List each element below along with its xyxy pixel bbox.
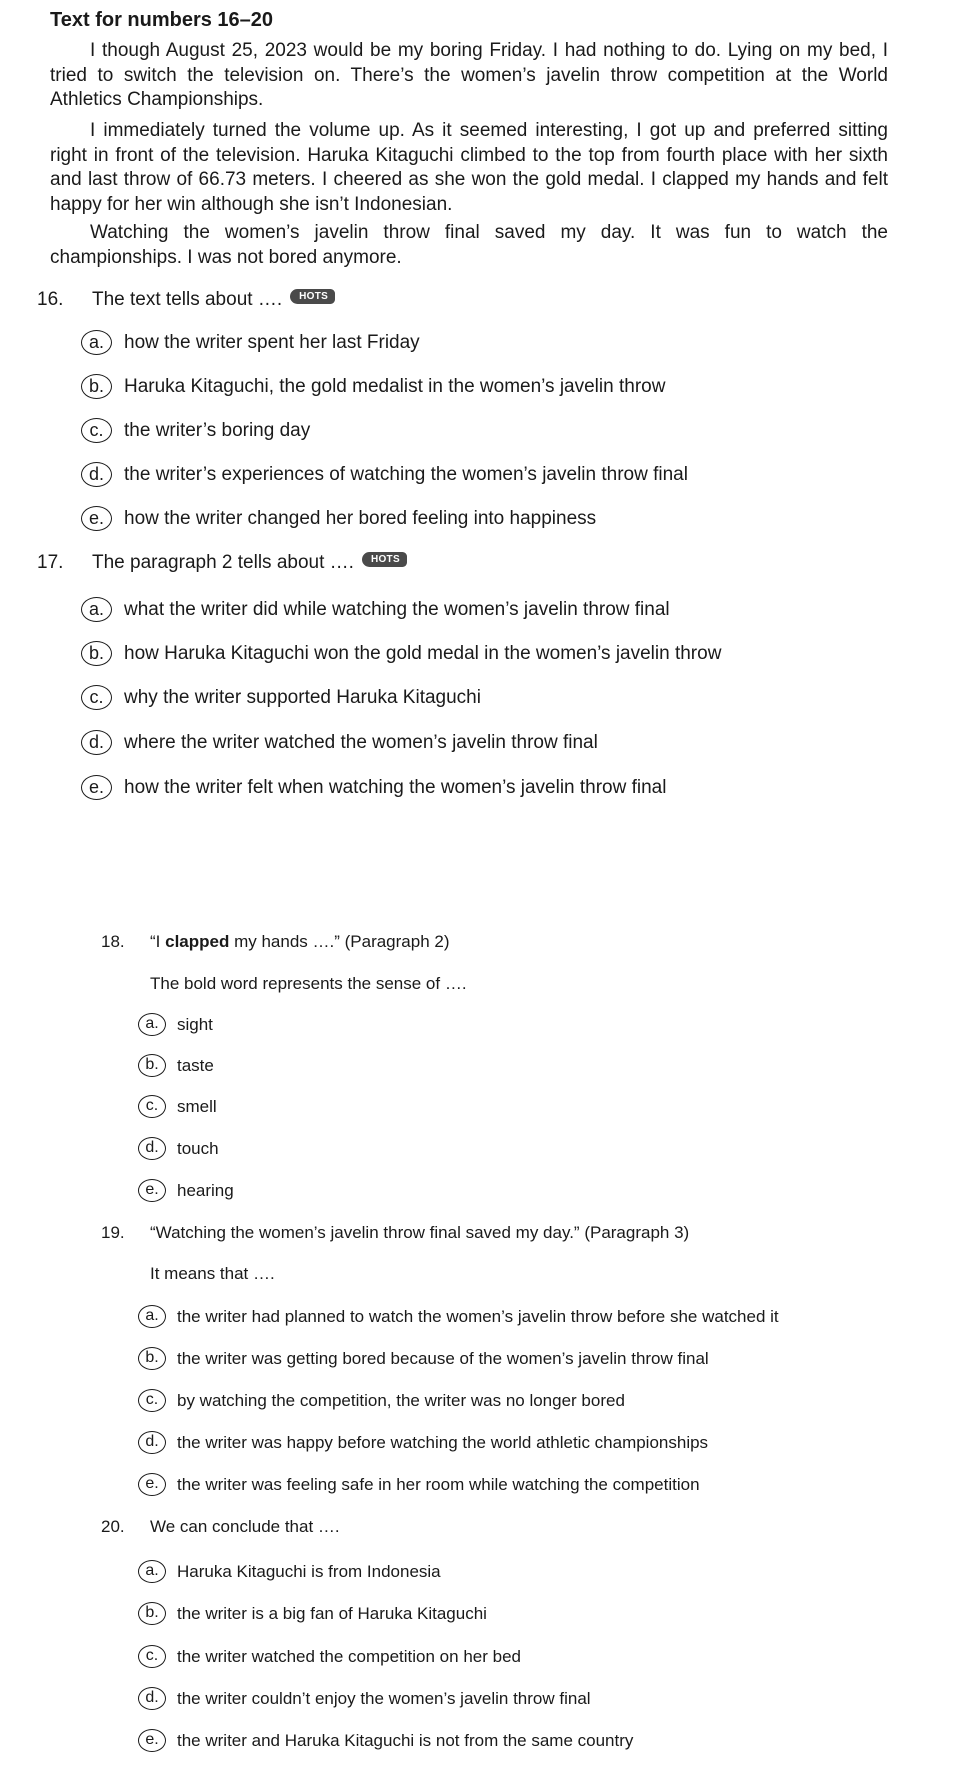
option-19a[interactable] <box>138 1305 779 1328</box>
option-letter: c. <box>138 1389 166 1412</box>
option-20e[interactable] <box>138 1729 633 1752</box>
question-quote-open: “I <box>150 932 166 951</box>
option-17a[interactable] <box>81 597 670 622</box>
option-letter: e. <box>81 775 112 800</box>
option-letter: e. <box>138 1179 166 1202</box>
option-text: Haruka Kitaguchi is from Indonesia <box>177 1561 441 1581</box>
option-text: the writer is a big fan of Haruka Kitaguchi <box>177 1603 487 1623</box>
option-letter: d. <box>81 462 112 487</box>
option-letter: a. <box>138 1013 166 1036</box>
option-text: what the writer did while watching the women’s javelin throw final <box>124 598 670 620</box>
option-text: the writer’s boring day <box>124 419 311 441</box>
option-text: touch <box>177 1138 219 1158</box>
option-17b[interactable] <box>81 641 721 666</box>
option-17d[interactable] <box>81 730 598 755</box>
option-text: where the writer watched the women’s javelin throw final <box>124 731 598 753</box>
question-text: The paragraph 2 tells about …. <box>92 552 354 573</box>
option-letter: c. <box>81 685 112 710</box>
question-19 <box>101 1221 689 1245</box>
option-letter: c. <box>81 418 112 443</box>
option-19e[interactable] <box>138 1473 700 1496</box>
option-18e[interactable] <box>138 1179 234 1202</box>
question-number: 19. <box>101 1223 125 1242</box>
option-text: how the writer spent her last Friday <box>124 331 420 353</box>
option-16b[interactable] <box>81 374 665 399</box>
paragraph-3: Watching the women’s javelin throw final saved my day. It was fun to watch the championships. I was not bored anymore. <box>50 222 888 268</box>
hots-tag: HOTS <box>362 552 407 567</box>
option-text: the writer and Haruka Kitaguchi is not from the same country <box>177 1730 634 1750</box>
option-letter: c. <box>138 1095 166 1118</box>
option-letter: b. <box>81 374 112 399</box>
option-19d[interactable] <box>138 1431 708 1454</box>
option-16e[interactable] <box>81 506 596 531</box>
option-letter: e. <box>81 506 112 531</box>
option-text: the writer had planned to watch the women’s javelin throw before she watched it <box>177 1306 779 1326</box>
option-letter: a. <box>81 597 112 622</box>
option-letter: b. <box>81 641 112 666</box>
question-number: 16. <box>37 289 64 310</box>
option-text: why the writer supported Haruka Kitaguchi <box>124 686 481 708</box>
option-18d[interactable] <box>138 1137 219 1160</box>
paragraph-1: I though August 25, 2023 would be my boring Friday. I had nothing to do. Lying on my bed, I tried to switch the television on. There’s the women’s javelin throw competition at the World Athletics Championships. <box>50 40 888 110</box>
question-number: 20. <box>101 1517 125 1536</box>
option-text: the writer couldn’t enjoy the women’s javelin throw final <box>177 1688 591 1708</box>
option-text: taste <box>177 1055 214 1075</box>
option-text: hearing <box>177 1180 234 1200</box>
question-text: “Watching the women’s javelin throw final saved my day.” (Paragraph 3) <box>150 1223 690 1242</box>
option-20a[interactable] <box>138 1560 441 1583</box>
question-number: 18. <box>101 932 125 951</box>
question-19-stem: It means that …. <box>150 1264 275 1283</box>
option-16d[interactable] <box>81 462 688 487</box>
option-text: the writer watched the competition on her bed <box>177 1646 521 1666</box>
question-number: 17. <box>37 552 64 573</box>
option-text: how Haruka Kitaguchi won the gold medal in the women’s javelin throw <box>124 642 722 664</box>
option-text: the writer was getting bored because of the women’s javelin throw final <box>177 1348 709 1368</box>
option-text: sight <box>177 1014 213 1034</box>
option-17e[interactable] <box>81 775 666 800</box>
option-letter: e. <box>138 1729 166 1752</box>
question-17 <box>37 551 407 575</box>
option-letter: b. <box>138 1602 166 1625</box>
option-19c[interactable] <box>138 1389 625 1412</box>
paragraph-2: I immediately turned the volume up. As it seemed interesting, I got up and preferred sitting right in front of the television. Haruka Kitaguchi climbed to the top from fourth place with her sixth and last throw of 66.73 meters. I cheered as she won the gold medal. I clapped my hands and felt happy for her win although she isn’t Indonesian. <box>50 120 888 215</box>
option-letter: d. <box>138 1687 166 1710</box>
question-20 <box>101 1515 340 1539</box>
section-heading: Text for numbers 16–20 <box>50 9 274 31</box>
question-text: The text tells about …. <box>92 289 283 310</box>
option-letter: b. <box>138 1347 166 1370</box>
bold-word: clapped <box>165 932 230 951</box>
option-20c[interactable] <box>138 1645 521 1668</box>
option-text: the writer was happy before watching the world athletic championships <box>177 1432 709 1452</box>
option-letter: a. <box>138 1560 166 1583</box>
question-quote-close: my hands ….” (Paragraph 2) <box>229 932 450 951</box>
option-letter: a. <box>81 330 112 355</box>
option-20d[interactable] <box>138 1687 591 1710</box>
option-letter: a. <box>138 1305 166 1328</box>
hots-tag: HOTS <box>290 289 335 304</box>
option-17c[interactable] <box>81 685 481 710</box>
option-letter: d. <box>138 1137 166 1160</box>
option-text: the writer was feeling safe in her room while watching the competition <box>177 1474 700 1494</box>
question-18 <box>101 930 450 954</box>
option-text: Haruka Kitaguchi, the gold medalist in the women’s javelin throw <box>124 375 666 397</box>
option-letter: c. <box>138 1645 166 1668</box>
option-letter: d. <box>138 1431 166 1454</box>
option-text: by watching the competition, the writer was no longer bored <box>177 1390 625 1410</box>
question-18-stem: The bold word represents the sense of …. <box>150 974 467 993</box>
option-18a[interactable] <box>138 1013 213 1036</box>
option-letter: e. <box>138 1473 166 1496</box>
option-text: how the writer changed her bored feeling into happiness <box>124 507 597 529</box>
option-16a[interactable] <box>81 330 420 355</box>
option-text: how the writer felt when watching the women’s javelin throw final <box>124 776 667 798</box>
option-18b[interactable] <box>138 1054 214 1077</box>
option-19b[interactable] <box>138 1347 709 1370</box>
option-letter: d. <box>81 730 112 755</box>
option-text: smell <box>177 1096 217 1116</box>
option-letter: b. <box>138 1054 166 1077</box>
option-18c[interactable] <box>138 1095 217 1118</box>
question-16 <box>37 288 335 312</box>
option-text: the writer’s experiences of watching the women’s javelin throw final <box>124 463 688 485</box>
option-20b[interactable] <box>138 1602 487 1625</box>
question-text: We can conclude that …. <box>150 1517 340 1536</box>
option-16c[interactable] <box>81 418 310 443</box>
